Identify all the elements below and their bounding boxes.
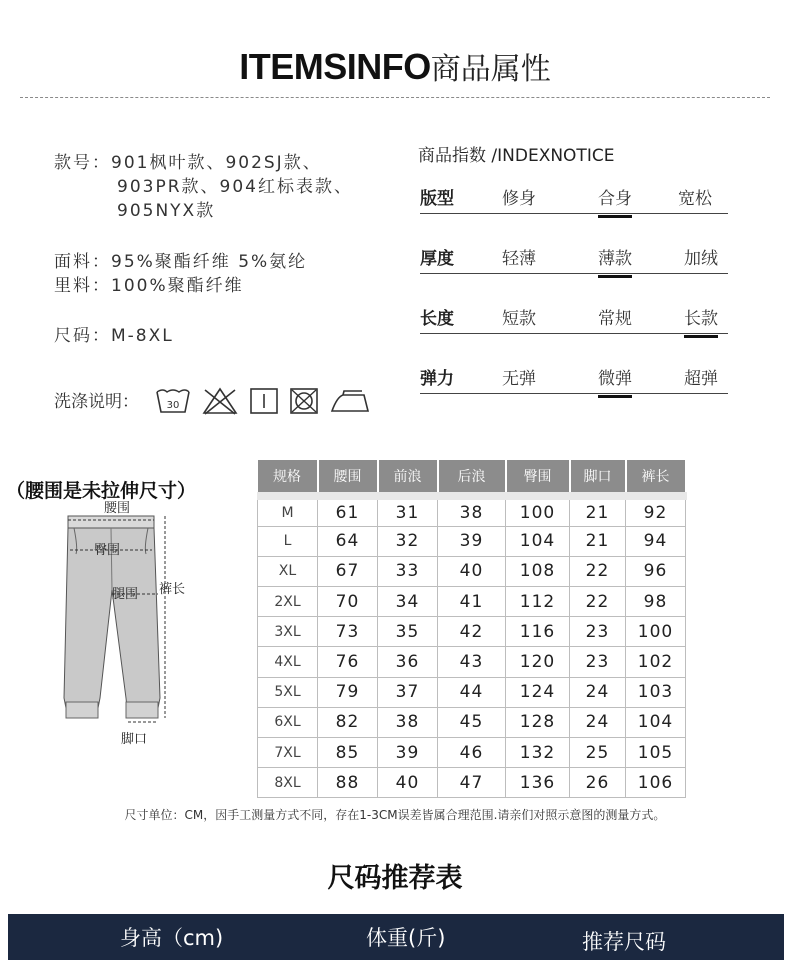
table-cell: 70 xyxy=(318,587,378,617)
table-row xyxy=(258,707,686,737)
recommendation-header-row xyxy=(8,914,784,960)
table-row xyxy=(258,587,686,617)
table-header-row xyxy=(258,460,686,496)
recommendation-title: 尺码推荐表 xyxy=(327,863,463,894)
table-cell: 22 xyxy=(570,587,626,617)
title-en: ITEMSINFO xyxy=(239,46,431,87)
table-cell: 100 xyxy=(626,617,686,647)
table-cell: M xyxy=(258,496,318,526)
table-cell: 24 xyxy=(570,707,626,737)
table-cell: 102 xyxy=(626,647,686,677)
index-option: 加绒 xyxy=(684,249,718,269)
index-option: 轻薄 xyxy=(502,249,536,269)
table-cell: 96 xyxy=(626,556,686,586)
table-cell: 22 xyxy=(570,556,626,586)
table-cell: 38 xyxy=(438,496,506,526)
table-cell: 92 xyxy=(626,496,686,526)
table-cell: 26 xyxy=(570,768,626,798)
table-cell: 7XL xyxy=(258,738,318,768)
table-cell: 46 xyxy=(438,738,506,768)
table-cell: 40 xyxy=(378,768,438,798)
table-cell: 2XL xyxy=(258,587,318,617)
table-cell: 34 xyxy=(378,587,438,617)
page-title xyxy=(0,44,790,88)
waist-unstretched-note: （腰围是未拉伸尺寸） xyxy=(6,480,197,502)
wash-temp-text: 30 xyxy=(166,400,180,411)
table-cell: 61 xyxy=(318,496,378,526)
table-header-cell: 前浪 xyxy=(378,460,438,496)
size-chart-table xyxy=(257,460,687,798)
index-option: 常规 xyxy=(598,309,632,329)
table-cell: 64 xyxy=(318,526,378,556)
table-cell: 47 xyxy=(438,768,506,798)
table-header-cell: 裤长 xyxy=(626,460,686,496)
index-option-selected: 合身 xyxy=(598,184,632,209)
wash-instructions xyxy=(155,386,371,416)
table-row xyxy=(258,768,686,798)
table-row xyxy=(258,556,686,586)
table-cell: 108 xyxy=(506,556,570,586)
title-zh: 商品属性 xyxy=(430,52,551,87)
index-label-elasticity: 弹力 xyxy=(420,369,454,389)
table-cell: 36 xyxy=(378,647,438,677)
table-cell: 5XL xyxy=(258,677,318,707)
table-cell: 85 xyxy=(318,738,378,768)
table-cell: 39 xyxy=(438,526,506,556)
table-cell: 32 xyxy=(378,526,438,556)
size-range: 尺码：M-8XL xyxy=(54,326,174,346)
wash-30-icon xyxy=(155,386,191,416)
diagram-label-length: 裤长 xyxy=(159,582,186,597)
table-cell: 21 xyxy=(570,496,626,526)
table-cell: 42 xyxy=(438,617,506,647)
table-cell: 41 xyxy=(438,587,506,617)
index-option: 宽松 xyxy=(678,189,712,209)
table-cell: 88 xyxy=(318,768,378,798)
table-cell: 23 xyxy=(570,647,626,677)
unit-note: 尺寸单位：CM，因手工测量方式不同，存在1-3CM误差皆属合理范围.请亲们对照示意图的测量方式。 xyxy=(124,808,666,822)
table-cell: 8XL xyxy=(258,768,318,798)
table-cell: 105 xyxy=(626,738,686,768)
table-cell: 98 xyxy=(626,587,686,617)
table-cell: XL xyxy=(258,556,318,586)
table-cell: 106 xyxy=(626,768,686,798)
table-cell: 124 xyxy=(506,677,570,707)
table-cell: 79 xyxy=(318,677,378,707)
style-number-line-3: 905NYX款 xyxy=(117,201,216,221)
table-row xyxy=(258,677,686,707)
table-cell: 39 xyxy=(378,738,438,768)
table-cell: 6XL xyxy=(258,707,318,737)
table-cell: 128 xyxy=(506,707,570,737)
index-row-length xyxy=(420,298,728,334)
no-bleach-icon xyxy=(201,386,239,416)
table-cell: L xyxy=(258,526,318,556)
diagram-label-hip: 臀围 xyxy=(94,543,121,558)
table-cell: 23 xyxy=(570,617,626,647)
diagram-label-hem: 脚口 xyxy=(121,732,148,747)
index-row-fit xyxy=(420,178,728,214)
table-header-cell: 臀围 xyxy=(506,460,570,496)
table-cell: 76 xyxy=(318,647,378,677)
title-divider xyxy=(20,97,770,98)
diagram-label-waist: 腰围 xyxy=(104,501,131,516)
table-cell: 82 xyxy=(318,707,378,737)
index-option: 短款 xyxy=(502,309,536,329)
table-cell: 40 xyxy=(438,556,506,586)
table-cell: 100 xyxy=(506,496,570,526)
index-label-thickness: 厚度 xyxy=(420,249,454,269)
fabric-lining: 里料：100%聚酯纤维 xyxy=(54,276,244,296)
index-option: 修身 xyxy=(502,189,536,209)
table-row xyxy=(258,496,686,526)
table-cell: 4XL xyxy=(258,647,318,677)
index-title: 商品指数 /INDEXNOTICE xyxy=(418,146,615,166)
table-cell: 120 xyxy=(506,647,570,677)
index-option: 超弹 xyxy=(684,369,718,389)
table-header-cell: 规格 xyxy=(258,460,318,496)
index-label-length: 长度 xyxy=(420,309,454,329)
table-cell: 116 xyxy=(506,617,570,647)
table-cell: 136 xyxy=(506,768,570,798)
table-cell: 73 xyxy=(318,617,378,647)
index-option-selected: 薄款 xyxy=(598,244,632,269)
table-cell: 35 xyxy=(378,617,438,647)
recommendation-header-size: 推荐尺码 xyxy=(582,930,666,954)
recommendation-header-weight: 体重(斤) xyxy=(366,926,446,950)
table-cell: 104 xyxy=(626,707,686,737)
index-option-selected: 长款 xyxy=(684,304,718,329)
pants-measurement-diagram xyxy=(48,498,198,753)
table-cell: 112 xyxy=(506,587,570,617)
no-tumble-dry-icon xyxy=(289,386,319,416)
table-cell: 132 xyxy=(506,738,570,768)
index-row-elasticity xyxy=(420,358,728,394)
table-cell: 103 xyxy=(626,677,686,707)
table-cell: 31 xyxy=(378,496,438,526)
table-row xyxy=(258,526,686,556)
table-row xyxy=(258,647,686,677)
table-cell: 67 xyxy=(318,556,378,586)
table-cell: 21 xyxy=(570,526,626,556)
recommendation-header-height: 身高（cm) xyxy=(120,926,224,950)
table-row xyxy=(258,617,686,647)
style-number-line-2: 903PR款、904红标表款、 xyxy=(117,177,353,197)
style-number-line-1: 款号：901枫叶款、902SJ款、 xyxy=(54,153,322,173)
index-option-selected: 微弹 xyxy=(598,364,632,389)
table-cell: 37 xyxy=(378,677,438,707)
table-header-cell: 后浪 xyxy=(438,460,506,496)
index-row-thickness xyxy=(420,238,728,274)
table-cell: 33 xyxy=(378,556,438,586)
table-cell: 43 xyxy=(438,647,506,677)
diagram-label-thigh: 腿围 xyxy=(112,587,139,602)
wash-label: 洗涤说明： xyxy=(54,392,139,412)
table-cell: 24 xyxy=(570,677,626,707)
table-cell: 45 xyxy=(438,707,506,737)
table-cell: 3XL xyxy=(258,617,318,647)
table-cell: 38 xyxy=(378,707,438,737)
index-option: 无弹 xyxy=(502,369,536,389)
table-cell: 104 xyxy=(506,526,570,556)
table-header-cell: 脚口 xyxy=(570,460,626,496)
table-cell: 94 xyxy=(626,526,686,556)
table-cell: 25 xyxy=(570,738,626,768)
line-dry-icon xyxy=(249,386,279,416)
iron-icon xyxy=(329,386,371,416)
index-label-fit: 版型 xyxy=(420,189,454,209)
table-header-cell: 腰围 xyxy=(318,460,378,496)
fabric-outer: 面料：95%聚酯纤维 5%氨纶 xyxy=(54,252,308,272)
table-row xyxy=(258,738,686,768)
table-cell: 44 xyxy=(438,677,506,707)
